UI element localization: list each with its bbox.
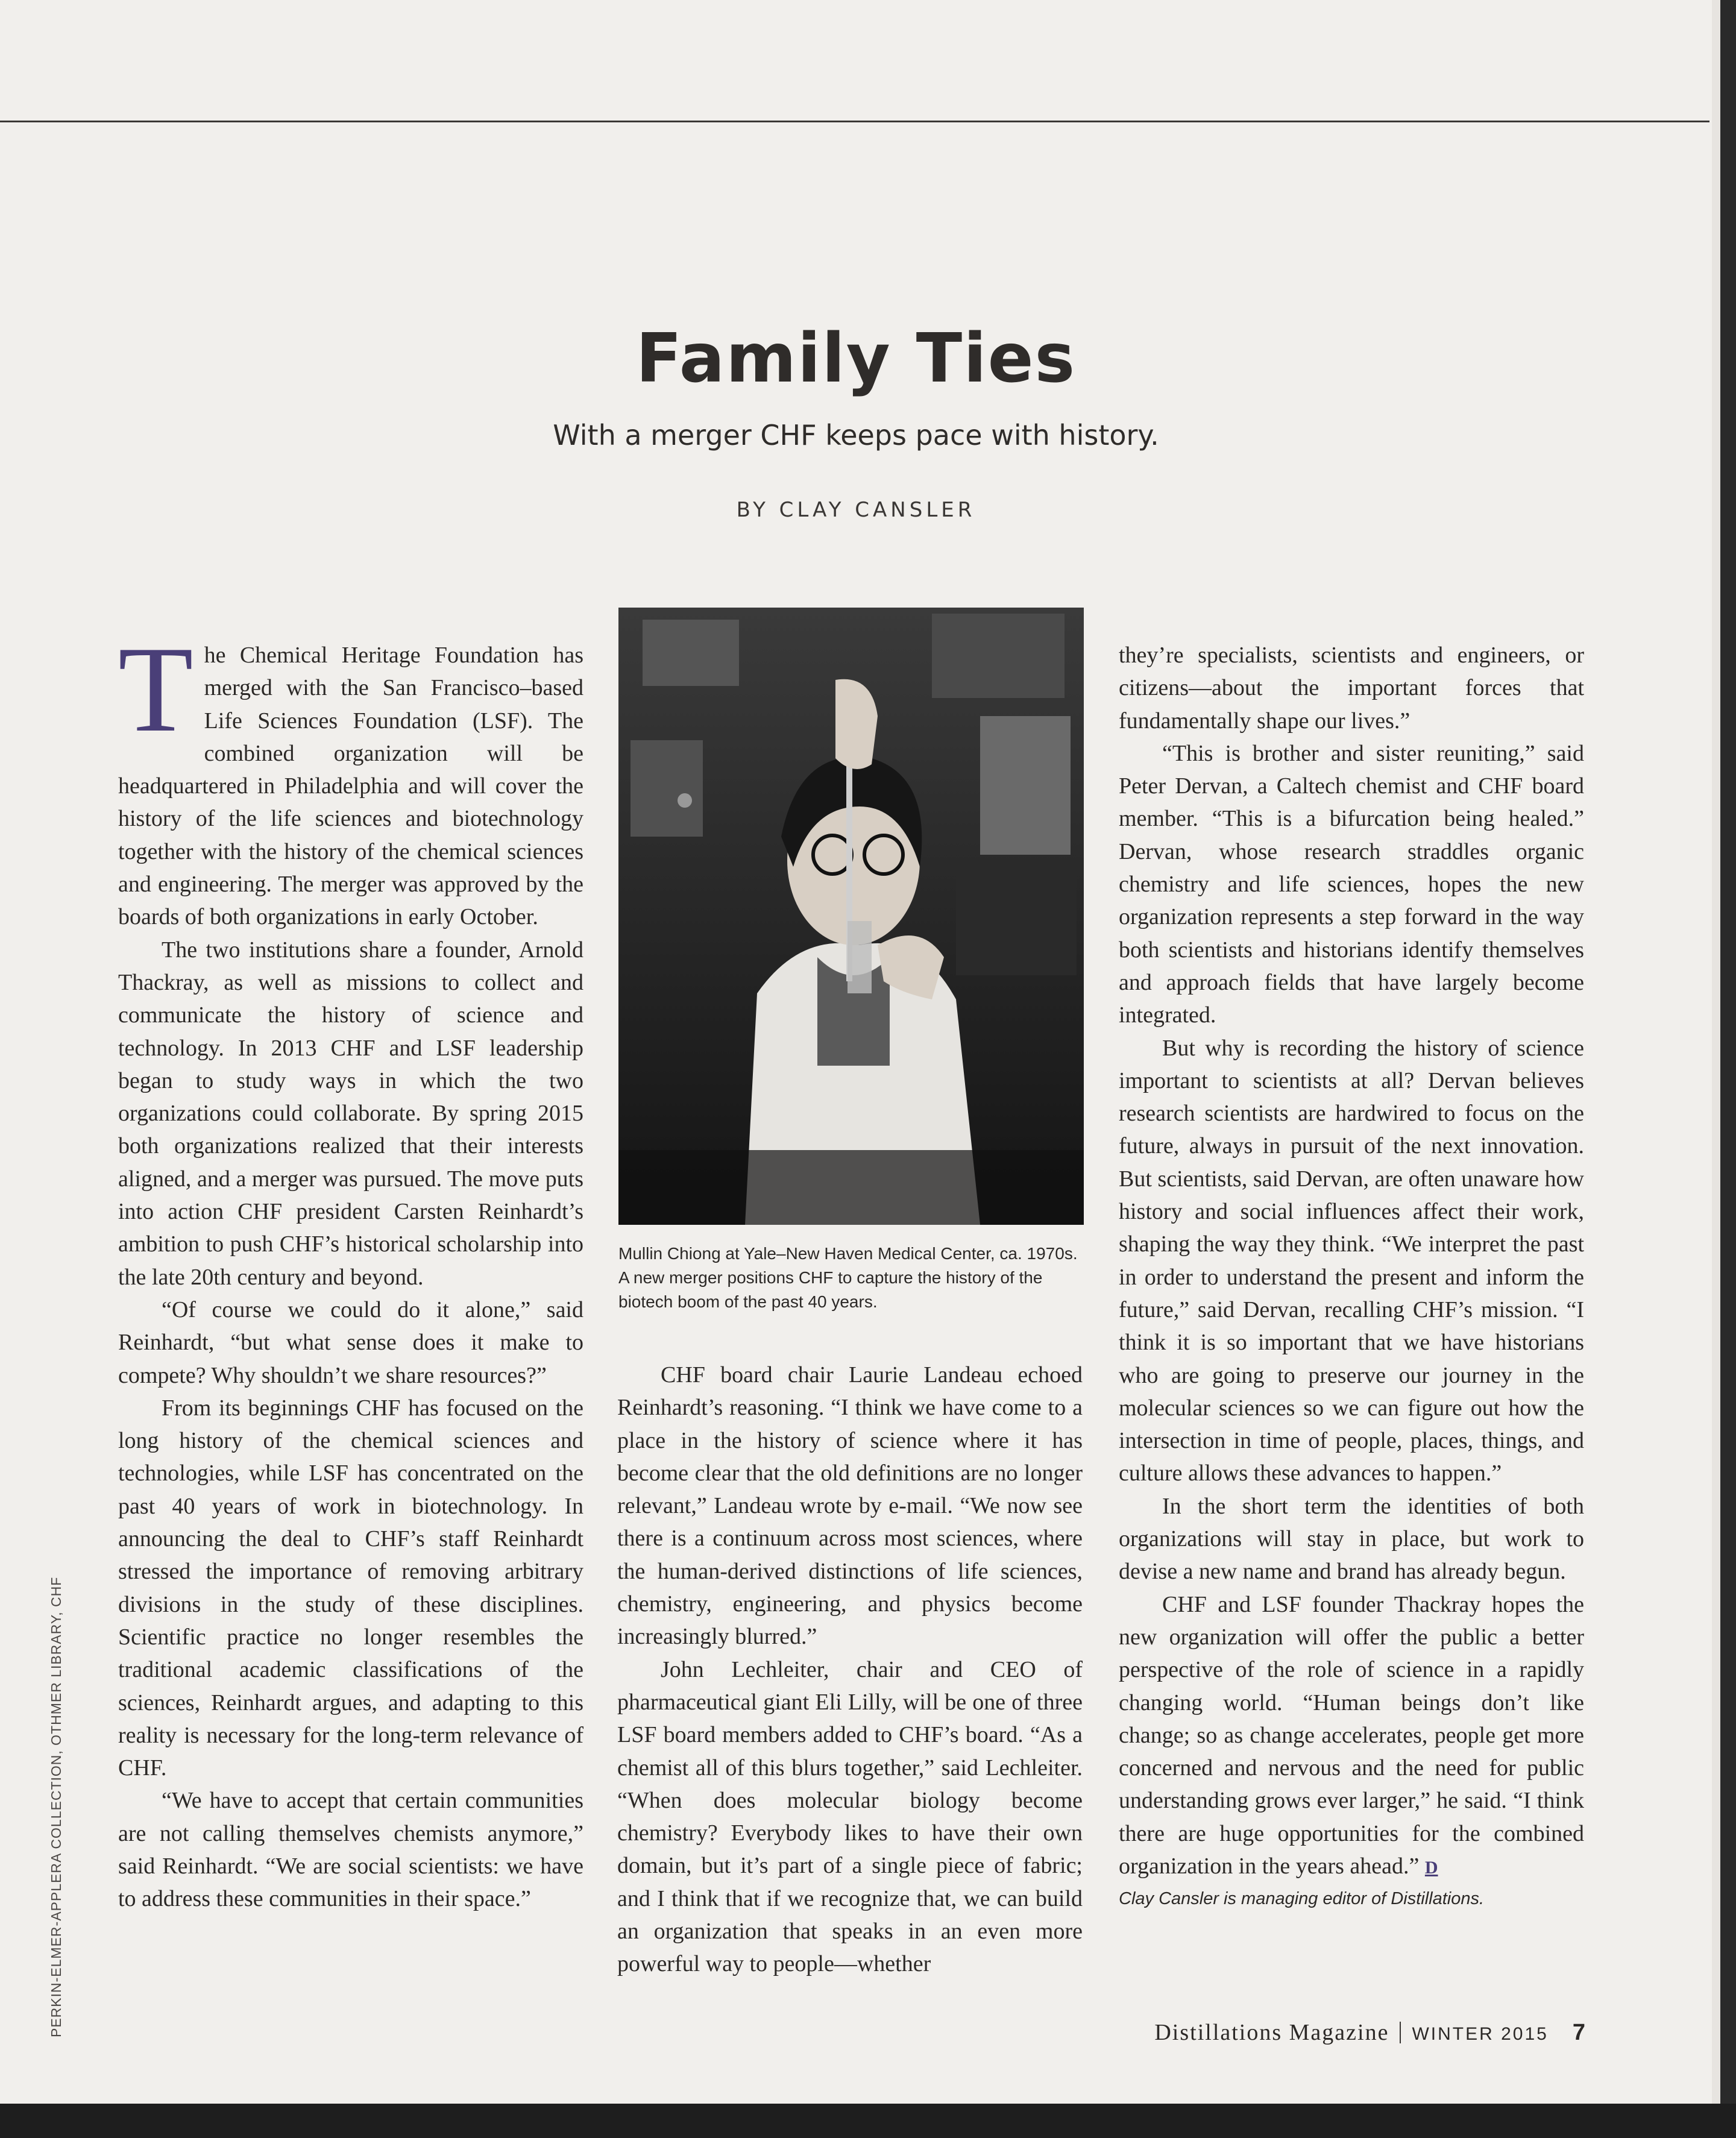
lab-photo (618, 608, 1084, 1225)
top-rule (0, 121, 1709, 122)
page-number: 7 (1572, 2020, 1585, 2045)
paragraph: John Lechleiter, chair and CEO of pharmaceutical giant Eli Lilly, will be one of three LSF board members added to CHF’s board. “As a chemist all of this blurs together,” said Lechleiter. “When does molecular biology become chemistry? Everybody likes to have their own domain, but it’s part of a single piece of fabric; and I think that if we recognize that, we can build an organization that speaks in an even more powerful way to people—whether (617, 1656, 1083, 1977)
paragraph: But why is recording the history of science important to scientists at all? Dervan believes research scientists are hardwired to focus on the future, always in pursuit of the next innovation. But scientists, said Dervan, are often unaware how history and social influences affect their work, shaping the way they think. “We interpret the past in order to understand the present and inform the future,” said Dervan, recalling CHF’s mission. “I think it is so important that we have historians who are going to preserve our journey in the molecular sciences so we can figure out how the intersection in time of people, places, things, and culture allows these advances to happen.” (1119, 1035, 1584, 1486)
photo-caption: Mullin Chiong at Yale–New Haven Medical Center, ca. 1970s. A new merger positions CHF to capture the history of the biotech boom of the past 40 years. (618, 1244, 1078, 1311)
paragraph: CHF board chair Laurie Landeau echoed Reinhardt’s reasoning. “I think we have come to a place in the history of science where it has become clear that the old definitions are no longer relevant,” Landeau wrote by e-mail. “We now see there is a continuum across most sciences, where the human-derived distinctions of life sciences, chemistry, engineering, and physics become increasingly blurred.” (617, 1362, 1083, 1650)
lab-photo-illustration (618, 608, 1084, 1225)
paragraph: they’re specialists, scientists and engineers, or citizens—about the important forces that fundamentally shape our lives.” (1119, 643, 1584, 734)
scan-border (0, 2104, 1736, 2138)
article-subtitle: With a merger CHF keeps pace with history. (553, 419, 1159, 451)
paragraph: CHF and LSF founder Thackray hopes the new organization will offer the public a better perspective of the role of science in a rapidly changing world. “Human beings don’t like change; so as change accelerates, people get more concerned and nervous and the need for public understanding grows ever larger,” he said. “I think there are huge opportunities for the combined organization in the years ahead.” D (1119, 1591, 1584, 1879)
byline: BY CLAY CANSLER (736, 498, 976, 522)
photo-credit: PERKIN-ELMER-APPLERA COLLECTION, OTHMER LIBRARY, CHF (48, 1576, 64, 2037)
article-header (0, 313, 1712, 522)
page-edge (1712, 0, 1720, 2138)
issue-season: WINTER 2015 (1412, 2024, 1549, 2044)
drop-cap: T (118, 621, 193, 758)
paragraph: From its beginnings CHF has focused on the long history of the chemical sciences and technologies, while LSF has concentrated on the past 40 years of work in biotechnology. In announcing the deal to CHF’s staff Reinhardt stressed the importance of removing arbitrary divisions in the study of these disciplines. Scientific practice no longer resembles the traditional academic classifications of the sciences, Reinhardt argues, and adapting to this reality is necessary for the long-term relevance of CHF. (118, 1395, 583, 1781)
article-title: Family Ties (635, 319, 1077, 398)
column-1 (118, 621, 583, 1916)
column-3 (1119, 639, 1584, 1913)
paragraph: “Of course we could do it alone,” said Reinhardt, “but what sense does it make to compete? Why shouldn’t we share resources?” (118, 1297, 583, 1388)
end-mark-icon: D (1424, 1857, 1438, 1878)
paragraph: The Chemical Heritage Foundation has merged with the San Francisco–based Life Sciences Foundation (LSF). The combined organization will be headquartered in Philadelphia and will cover the history of the life sciences and biotechnology together with the history of the chemical sciences and engineering. The merger was approved by the boards of both organizations in early October. (118, 621, 583, 930)
paragraph: “This is brother and sister reuniting,” said Peter Dervan, a Caltech chemist and CHF board member. “This is a bifurcation being healed.” Dervan, whose research straddles organic chemistry and life sciences, hopes the new organization represents a step forward in the way both scientists and historians identify themselves and approach fields that have largely become integrated. (1119, 740, 1584, 1028)
footer-divider (1400, 2022, 1401, 2043)
paragraph: The two institutions share a founder, Arnold Thackray, as well as missions to collect and communicate the history of science and technology. In 2013 CHF and LSF leadership began to study ways in which the two organizations could collaborate. By spring 2015 both organizations realized that their interests aligned, and a merger was pursued. The move puts into action CHF president Carsten Reinhardt’s ambition to push CHF’s historical scholarship into the late 20th century and beyond. (118, 937, 583, 1290)
page-footer (995, 2019, 1585, 2046)
magazine-name: Distillations Magazine (1154, 2020, 1389, 2045)
paragraph: In the short term the identities of both organizations will stay in place, but work to devise a new name and brand has already begun. (1119, 1493, 1584, 1585)
author-note: Clay Cansler is managing editor of Distillations. (1119, 1889, 1485, 1909)
paragraph: “We have to accept that certain communities are not calling themselves chemists anymore,” said Reinhardt. “We are social scientists: we have to address these communities in their space.” (118, 1788, 583, 1912)
column-2 (617, 1359, 1083, 1981)
